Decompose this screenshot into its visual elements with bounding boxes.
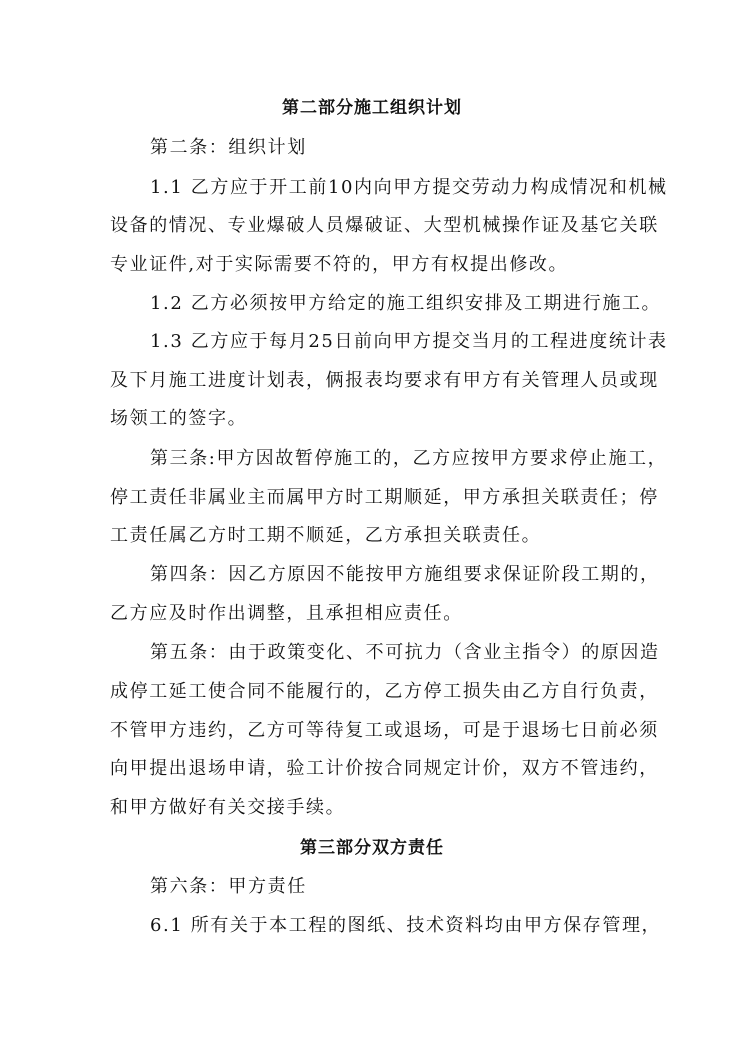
- article6-title: 第六条：甲方责任: [150, 876, 307, 897]
- article5-line-5: 和甲方做好有关交接手续。: [110, 797, 346, 818]
- article5-line-2: 成停工延工使合同不能履行的，乙方停工损失由乙方自行负责，: [110, 681, 659, 702]
- article3-line-3: 工责任属乙方时工期不顺延，乙方承担关联责任。: [110, 525, 542, 546]
- article5-line-4: 向甲提出退场申请，验工计价按合同规定计价，双方不管违约，: [110, 758, 659, 779]
- article2-title: 第二条：组织计划: [150, 137, 307, 158]
- paragraph-1-3-line-1: 1.3 乙方应于每月25日前向甲方提交当月的工程进度统计表: [150, 331, 668, 352]
- paragraph-1-1-line-3: 专业证件,对于实际需要不符的，甲方有权提出修改。: [110, 254, 569, 275]
- article5-line-1: 第五条：由于政策变化、不可抗力（含业主指令）的原因造: [150, 642, 660, 663]
- article5-line-3: 不管甲方违约，乙方可等待复工或退场，可是于退场七日前必须: [110, 720, 659, 741]
- part3-heading: 第三部分双方责任: [300, 838, 444, 858]
- paragraph-1-1-line-1: 1.1 乙方应于开工前10内向甲方提交劳动力构成情况和机械: [150, 177, 668, 198]
- paragraph-6-1-line-1: 6.1 所有关于本工程的图纸、技术资料均由甲方保存管理，: [150, 915, 662, 936]
- article3-line-2: 停工责任非属业主而属甲方时工期顺延，甲方承担关联责任；停: [110, 487, 659, 508]
- article4-line-1: 第四条：因乙方原因不能按甲方施组要求保证阶段工期的，: [150, 564, 660, 585]
- article3-line-1: 第三条:甲方因故暂停施工的，乙方应按甲方要求停止施工，: [150, 448, 668, 469]
- paragraph-1-2-line-1: 1.2 乙方必须按甲方给定的施工组织安排及工期进行施工。: [150, 293, 662, 314]
- paragraph-1-1-line-2: 设备的情况、专业爆破人员爆破证、大型机械操作证及基它关联: [110, 215, 659, 236]
- article4-line-2: 乙方应及时作出调整，且承担相应责任。: [110, 603, 463, 624]
- part2-heading: 第二部分施工组织计划: [282, 98, 462, 118]
- paragraph-1-3-line-3: 场领工的签字。: [110, 408, 248, 429]
- paragraph-1-3-line-2: 及下月施工进度计划表，俩报表均要求有甲方有关管理人员或现: [110, 370, 659, 391]
